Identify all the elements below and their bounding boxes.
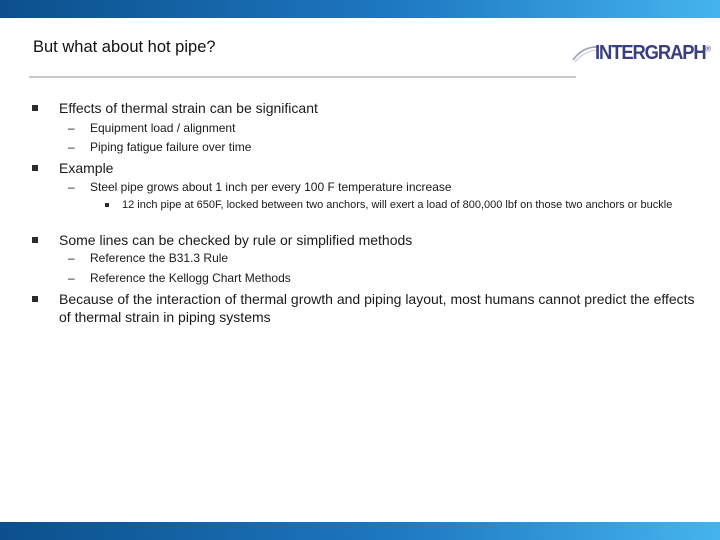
dash-marker: –	[68, 251, 75, 265]
logo-wordmark: INTERGRAPH®	[595, 42, 712, 64]
dash-marker: –	[68, 140, 75, 154]
dash-marker: –	[68, 180, 75, 194]
sub-sub-bullet-text: 12 inch pipe at 650F, locked between two anchors, will exert a load of 800,000 lbf on those two anchors or buckle	[122, 199, 673, 211]
bullet-marker	[32, 165, 38, 171]
bullet-text: Some lines can be checked by rule or simplified methods	[59, 232, 413, 248]
sub-bullet-text: Equipment load / alignment	[90, 121, 236, 135]
bullet-marker	[32, 237, 38, 243]
bullet-marker	[32, 296, 38, 302]
sub-bullet-text: Piping fatigue failure over time	[90, 140, 252, 154]
sub-bullet-text: Reference the Kellogg Chart Methods	[90, 271, 291, 285]
bullet-text: Effects of thermal strain can be significant	[59, 100, 318, 116]
sub-bullet-text: Steel pipe grows about 1 inch per every 100 F temperature increase	[90, 180, 452, 194]
sub-sub-bullet-marker	[105, 203, 109, 207]
bottom-gradient-bar	[0, 522, 720, 540]
bullet-text: Example	[59, 160, 114, 176]
bullet-marker	[32, 105, 38, 111]
sub-bullet-text: Reference the B31.3 Rule	[90, 251, 229, 265]
dash-marker: –	[68, 121, 75, 135]
slide-title: But what about hot pipe?	[33, 38, 216, 56]
bullet-text: Because of the interaction of thermal growth and piping layout, most humans cannot predict the effects of thermal strain in piping systems	[59, 291, 695, 325]
dash-marker: –	[68, 271, 75, 285]
